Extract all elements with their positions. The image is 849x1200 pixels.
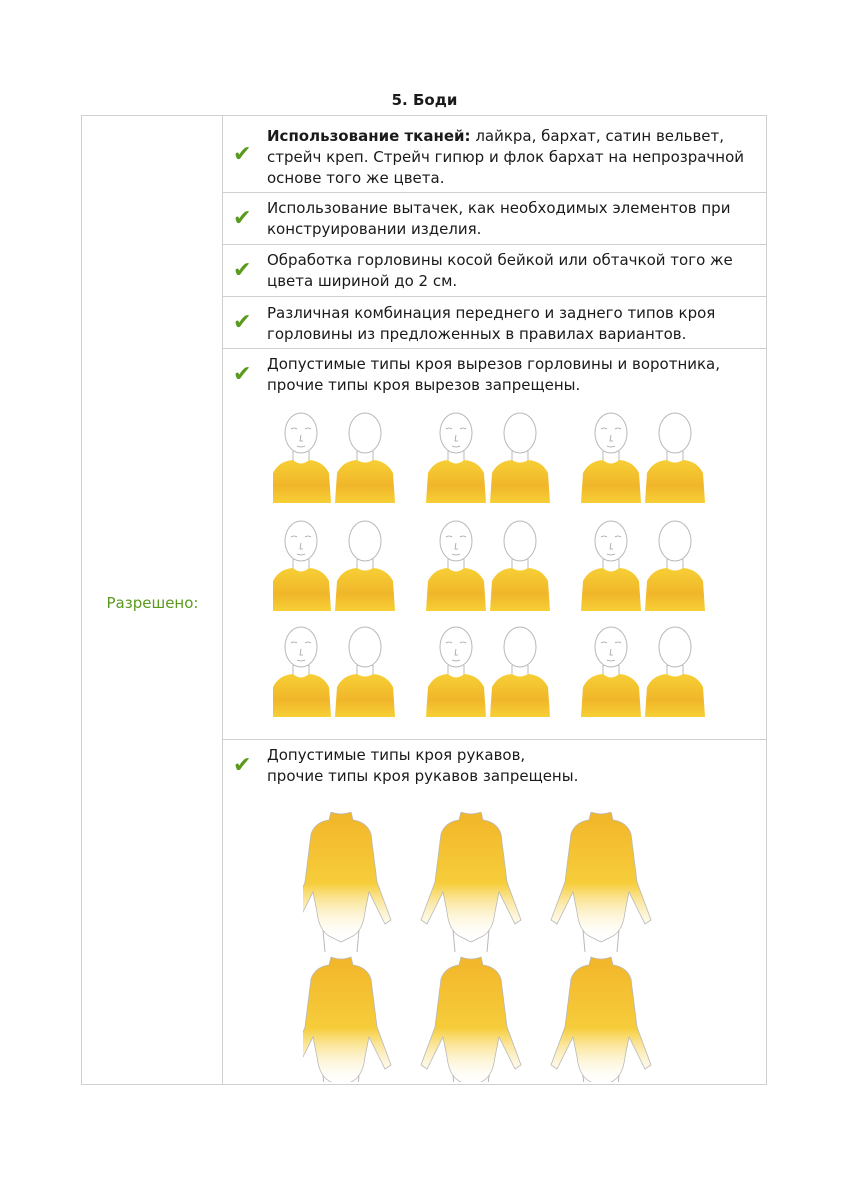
rule-text: Допустимые типы кроя рукавов, прочие типы кроя рукавов запрещены. bbox=[267, 746, 579, 785]
check-icon: ✔ bbox=[233, 310, 252, 335]
rule-row-darts bbox=[223, 193, 766, 245]
bodysuit-figure bbox=[303, 812, 391, 952]
rule-text: Различная комбинация переднего и заднего типов кроя горловины из предложенных в правилах вариантов. bbox=[267, 304, 716, 343]
rule-text: Обработка горловины косой бейкой или обтачкой того же цвета шириной до 2 см. bbox=[267, 251, 733, 290]
rule-row-neckline-combination bbox=[223, 297, 766, 349]
rules-table bbox=[81, 115, 767, 1085]
rule-text: Использование тканей: лайкра, бархат, сатин вельвет, стрейч креп. Стрейч гипюр и флок бархат на непрозрачной основе того же цвета. bbox=[267, 127, 745, 187]
check-icon: ✔ bbox=[233, 258, 252, 283]
check-icon: ✔ bbox=[233, 206, 252, 231]
rule-text: Использование вытачек, как необходимых элементов при конструировании изделия. bbox=[267, 199, 731, 238]
neckline-illustrations bbox=[273, 411, 723, 731]
rule-text: Допустимые типы кроя вырезов горловины и воротника, прочие типы кроя вырезов запрещены. bbox=[267, 355, 721, 394]
check-icon: ✔ bbox=[233, 362, 252, 387]
rule-row-neckline-finish bbox=[223, 245, 766, 297]
page-title: 5. Боди bbox=[391, 91, 458, 109]
rule-row-fabrics bbox=[223, 116, 766, 193]
rule-row-neckline-types bbox=[223, 349, 766, 740]
rule-row-sleeve-types bbox=[223, 740, 766, 1086]
bust-front-back-pair bbox=[273, 413, 395, 503]
check-icon: ✔ bbox=[233, 753, 252, 778]
check-icon: ✔ bbox=[233, 142, 252, 167]
allowed-label: Разрешено: bbox=[106, 594, 199, 612]
label-column bbox=[82, 116, 223, 1084]
sleeve-illustrations bbox=[303, 812, 693, 1082]
